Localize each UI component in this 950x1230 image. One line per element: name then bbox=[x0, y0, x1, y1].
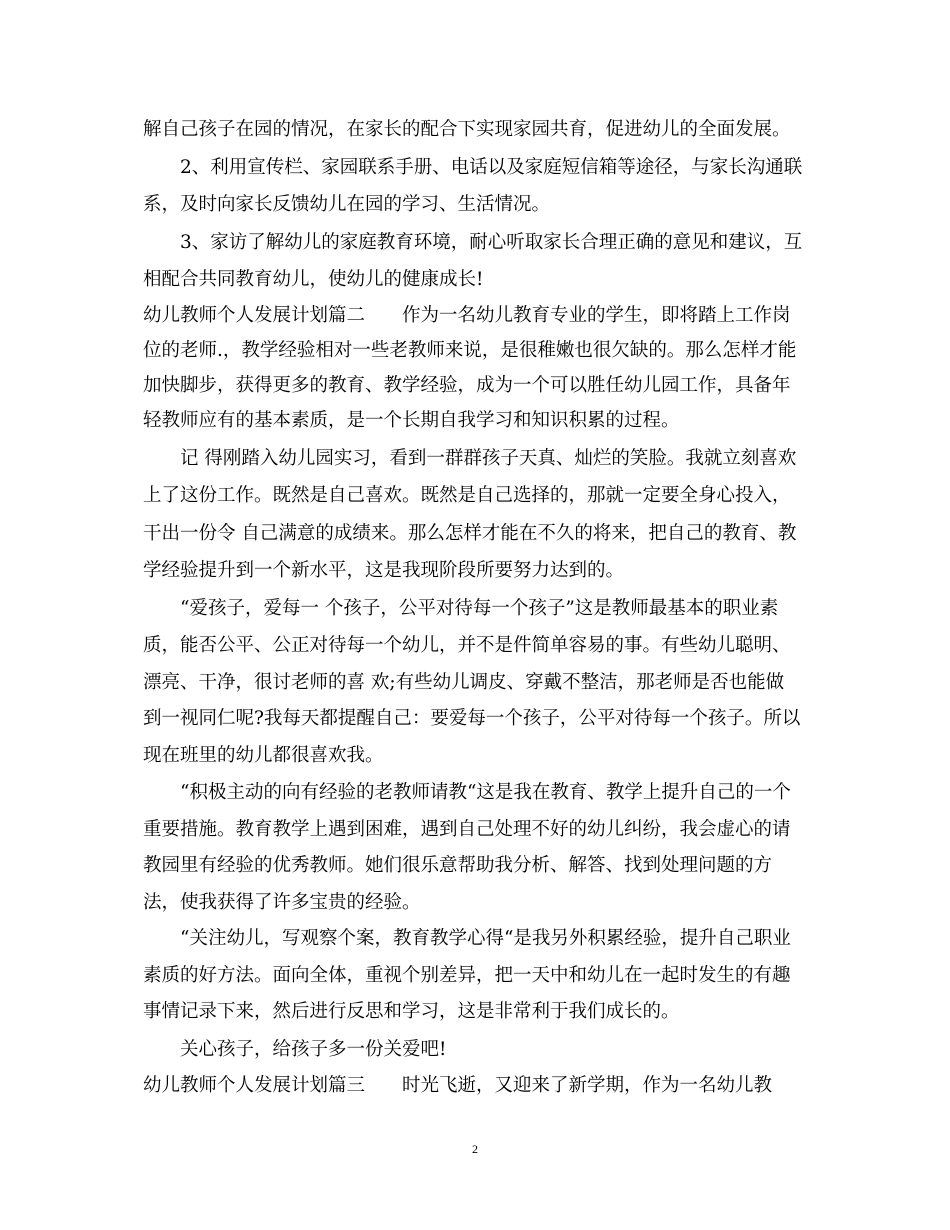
text-line: “关注幼儿，写观察个案，教育教学心得“是我另外积累经验，提升自己职业 bbox=[180, 928, 791, 949]
page-number: 2 bbox=[472, 1142, 478, 1156]
text-line: 学经验提升到一个新水平，这是我现阶段所要努力达到的。 bbox=[143, 560, 625, 581]
text-line: 加快脚步，获得更多的教育、教学经验，成为一个可以胜任幼儿园工作，具备年 bbox=[143, 375, 791, 396]
text-line: 解自己孩子在园的情况，在家长的配合下实现家园共育，促进幼儿的全面发展。 bbox=[143, 119, 791, 140]
text-line: 轻教师应有的基本素质，是一个长期自我学习和知识积累的过程。 bbox=[143, 410, 680, 431]
text-line: 上了这份工作。既然是自己喜欢。既然是自己选择的，那就一定要全身心投入， bbox=[143, 485, 791, 506]
text-line: 3、家访了解幼儿的家庭教育环境，耐心听取家长合理正确的意见和建议，互 bbox=[180, 232, 803, 253]
text-line: 干出一份令 自己满意的成绩来。那么怎样才能在不久的将来，把自己的教育、教 bbox=[143, 523, 797, 544]
text-line: 素质的好方法。面向全体，重视个别差异，把一天中和幼儿在一起时发生的有趣 bbox=[143, 965, 791, 986]
section-heading-line: 幼儿教师个人发展计划篇三 时光飞逝，又迎来了新学期，作为一名幼儿教 bbox=[143, 1075, 773, 1096]
text-line: “爱孩子，爱每一 个孩子，公平对待每一个孩子”这是教师最基本的职业素 bbox=[180, 598, 779, 619]
text-line: 关心孩子，给孩子多一份关爱吧! bbox=[180, 1039, 447, 1060]
text-line: 质，能否公平、公正对待每一个幼儿，并不是件简单容易的事。有些幼儿聪明、 bbox=[143, 635, 791, 656]
text-line: 到一视同仁呢?我每天都提醒自己：要爱每一个孩子，公平对待每一个孩子。所以 bbox=[143, 708, 801, 729]
text-line: 相配合共同教育幼儿，使幼儿的健康成长! bbox=[143, 269, 484, 290]
text-line: 记 得刚踏入幼儿园实习，看到一群群孩子天真、灿烂的笑脸。我就立刻喜欢 bbox=[180, 448, 797, 469]
text-line: “积极主动的向有经验的老教师请教“这是我在教育、教学上提升自己的一个 bbox=[180, 782, 791, 803]
text-line: 法，使我获得了许多宝贵的经验。 bbox=[143, 892, 421, 913]
section-heading-line: 幼儿教师个人发展计划篇二 作为一名幼儿教育专业的学生，即将踏上工作岗 bbox=[143, 305, 791, 326]
text-line: 重要措施。教育教学上遇到困难，遇到自己处理不好的幼儿纠纷，我会虚心的请 bbox=[143, 819, 791, 840]
text-line: 事情记录下来，然后进行反思和学习，这是非常利于我们成长的。 bbox=[143, 1001, 680, 1022]
text-line: 漂亮、干净，很讨老师的喜 欢;有些幼儿调皮、穿戴不整洁，那老师是否也能做 bbox=[143, 672, 785, 693]
text-line: 2、利用宣传栏、家园联系手册、电话以及家庭短信箱等途径，与家长沟通联 bbox=[180, 157, 803, 178]
text-line: 教园里有经验的优秀教师。她们很乐意帮助我分析、解答、找到处理问题的方 bbox=[143, 855, 773, 876]
text-line: 现在班里的幼儿都很喜欢我。 bbox=[143, 745, 384, 766]
text-line: 系，及时向家长反馈幼儿在园的学习、生活情况。 bbox=[143, 194, 551, 215]
text-line: 位的老师.，教学经验相对一些老教师来说，是很稚嫩也很欠缺的。那么怎样才能 bbox=[143, 340, 797, 361]
